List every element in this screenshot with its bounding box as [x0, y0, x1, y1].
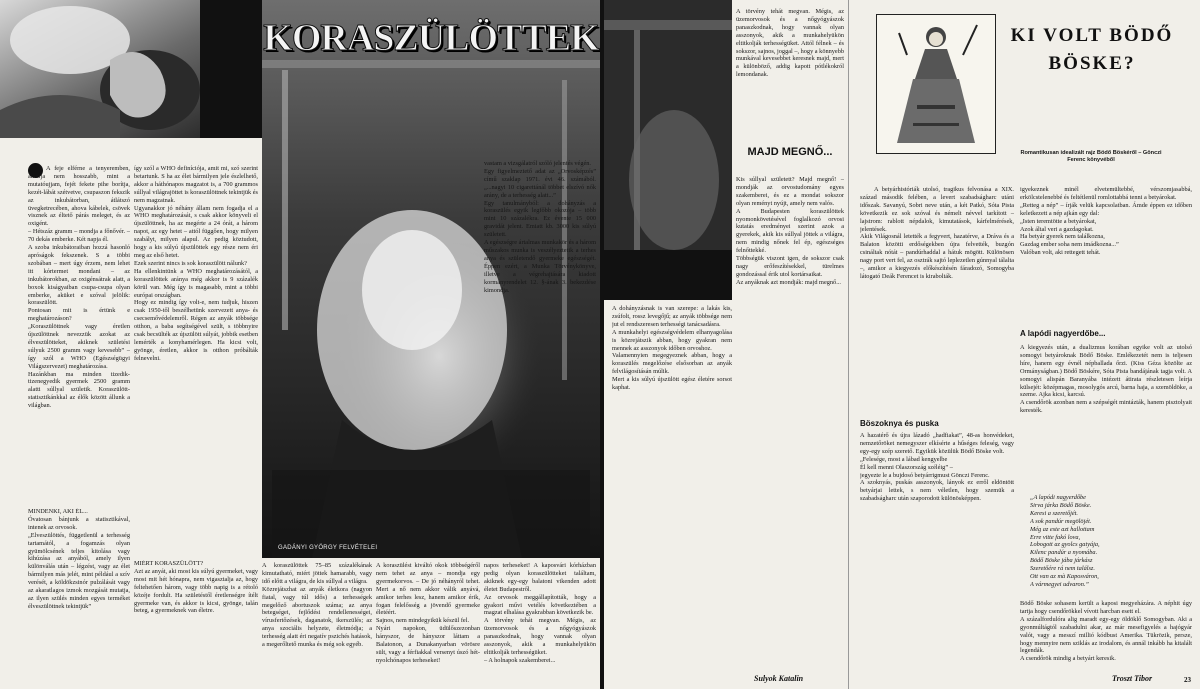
folk-ballad-poem: „A lapódi nagyerdőbe Sirva járka Bödő Böske. Keresi a szeretőjét. A sok pandúr megölöjét. Még az este azt hallottam Erre vitte fakó lova, Lobogott az gyolcs gatyája, Kilenc pandúr a nyomába. Bödő Böske jába járkász Szeretőére rá nem találsz. Ott van az mà Kaposváron, A vármegyei udvaron.”	[1030, 494, 1100, 588]
text-column-4: MIÉRT KORASZÜLÖTT? Azt az anyát, aki most kis súlyú gyermeket, vagy most mit hét hónapra, nem vigasztalja az, hogy feltehetően három, vagy több napig is a rétoló közéje fordult. Ha születéstől éretlenségre ítélt gyermeke van, és akkor is kicsi, gyönge, talán beteg, a gyermeknek van életre.	[134, 560, 258, 615]
section-heading-boszoknya: Böszoknya és puska	[860, 419, 939, 428]
text-column-1: A feje elférne a tenyeremben, alkarja nem hosszabb, mint a mutatóujjam, fejét fekete pihe borítja, kezét-lábát szétvetve, csupaszon fekszik az inkubátorban, átlátszó üvegketrecében, ahova kábelek, csövek visznek az éltető párás meleget, és az oxigént. – Hétszáz gramm – mondja a főnővér. – 70 dekás emberke. Két napja él. A szoba inkubátoraiban hozzá hasonló apróságok fekszenek. S a többi szobában – mert úgy érzem, nem lehet itt kórtermet mondani – az inkubátorokban, az oxigénsátrak alatt, a boxok kiságyaiban csupa-csupa olyan emberke, aküket e szóval jelölik: koraszülött. Pontosan mit is értünk e meghatározáson? „Koraszülöttnek vagy éretlen újszülöttnek nevezzük azokat az élveszülötteket, akiknek születési súlyuk 2500 gramm vagy kevesebb” – így szól a WHO (Egészségügyi Világszervezet) meghatározása. Hazánkban ma minden tizedik-tizenegyedik gyermek 2500 gramm alatti súllyal születik. Koraszülött-statisztikánkkal az élők között állunk a világban.	[28, 165, 130, 410]
text-column-6: A koraszülést kiváltó okok többségéről nem tehet az anya – mondja egy gyermekorvos. – De jó néhányról tehet. Mert a nő nem akkor válik anyává, amikor terhes lesz, hanem amikor érik, fogan felelősség a jövendő gyermeke életéért. Sajnos, nem mindegyikük készül fel. Nyári napokon, üdülőszezonban hányszor, de hányszor láttam a Balatonon, a Dunakanyarban vörösre sült, vagy a férfiakkal versenyt úszó hét-nyolchónapos terheseket!	[376, 562, 480, 664]
text-column-continued: A dohányzásnak is van szerepe: a lakás kis, zsúfolt, rossz levegőjű; az anyák többsége nem jut el rendszeresen terhességi tanácsadásra. A munkahelyi egészségvédelem elhanyagolása is közrejátszik abban, hogy gyakran nem mennek az asszonyok időben orvoshoz. Valamennyien megegyeznek abban, hogy a koraszülés megelőzése elsősorban az anyák felvilágosításán múlik. Mert a kis súlyú újszülött egész életére sorsot kaphat.	[612, 305, 732, 392]
illustration-box	[876, 14, 996, 154]
right-text-column-2b: A kiegyezés után, a dualizmus korában egyike volt az utolsó somogyi betyároknak Bödő Böske. Emlékezetét nem is teljesen híre, hanem egy évnél népballada őrzi. (Kiss Géza közölte az Ormányságban.) Bödő Böskére, Sóta Pista bandájának tagja volt. A somogyi alispán Baranyába intézett átirata részletesen leírja külsejét: középmagas, mosolygós arcú, barna haja, a szemöldöke, a szeme. Ajka kicsi, karcsú. A csendőrök azonban nem a szépségét mintázták, hanem pisztolyait keresték.	[1020, 344, 1192, 415]
text-column-right-top: A törvény tehát megvan. Mégis, az üzemorvosok és a nőgyógyászok panaszkodnak, hogy vannak olyan asszonyok, akik a munkahelyükön eltitkolják terhességüket. Attól félnek – és sokszor, sajnos, joggal –, hogy a könnyebb munkával kevesebbet keresnek majd, mert a különböző, addig kapott pótlékokról lemondanak.	[736, 8, 844, 79]
photo-hands-incubator	[0, 0, 262, 138]
right-page	[604, 0, 1200, 689]
text-column-2: így szól a WHO definíciója, amit mi, szó szerint betartunk. S ha az élet bármilyen jele észlelhető, akkor a háthónapos magzatot is, a 700 grammos súllyal világrajöttet is koraszülöttnek tekintjük és nem magzatnak. Ugyanakkor jó néhány állam nem fogadja el a WHO meghatározását, s csak akkor könyveli el újszülöttnek, ha az megérte a 24 órát, a három napot, az egy hetet – attól függően, hogy milyen szabályt, milyen alapul. Az pedig köztudott, hogy a kis súlyú újszülöttek egy része nem éri meg az első hetet. Ezek szerint nincs is sok koraszülött nálunk? Ha ellenkintünk a WHO meghatározásától, a koraszülöttek aránya még akkor is 9 százalék körül van. Még így is magasabb, mint a többi európai országban. Hogy ez mindig így volt-e, nem tudjuk, hiszen csak 1950-től beszélhetünk szervezett anya- és csecsemővédelemről. Régen az anyák többsége otthon, a baba segítségével szült, s többnyire csak becsülték az újszülött súlyát, jobbik esetben lemérték a konyhamérlegen. Ha kicsi volt, gyönge, éretlen, akkor is otthon próbálták felnevelni.	[134, 165, 258, 362]
text-column-5: A koraszülöttek 75–85 százalékának kimutatható, miért jöttek hamarabb, vagy idő előtt a világra, de kis súllyal a világra. Közrejátszhat az anyák életkora (nagyon fiatal, vagy túl idős) a terhességek megelőző abortuszok száma; az anya betegségei, fejlődési rendellenességei, vírusfertőzések, daganatok, ikerszülés; az anya szociális helyzete, életmódja; a terhesség alatt éri negatív pszichés hatások, a megerőltető munka és még sok egyéb.	[262, 562, 372, 649]
bodo-boske-illustration	[877, 15, 995, 153]
article-title: KORASZÜLÖTTEK	[263, 17, 599, 59]
right-text-column-1b: A hazatérő és újra lázadó „hadfiakat”, 48-as honvédeket, nemzetőröket nemegyszer elkísérte a hűséges feleség, vagy egy-egy szép szerető. Egyikük közülük Bödő Böske volt. „Felesége, most a lábad kengyelbe Él kell menni Olaszország széléig” – jegyezte le a bujdosó betyárrigmust Gönczi Ferenc. A szoknyás, puskás asszonyok, lányok ez erről eldöntött betyárjai lettek, s nem véletlen, hogy szemük a szabadságharc után szaporodott különösképpen.	[860, 432, 1014, 503]
photo-incubator-continued	[604, 0, 732, 300]
right-text-column-2c: Bödő Böske sohasem került a kaposi megyeházára. A néphit úgy tartja hogy csendőrökkel vívott harcban esett el. A százalfordulóra alig maradt egy-egy öldöklő Somogyban. Aki a gyonmúltágtól szabadulni akar, az már mesefigyelés a hajógyár valót, vagy a messzí millió kódbust Amerika. Tükrözik, persze, hogy mennyire nem sziklás az irodalom, és annál inkább ha kitalált legendák. A csendőrök mindig a betyárt keresik.	[1020, 600, 1192, 663]
illustration-caption: Romantikusan idealizált rajz Bödő Böskéről – Gönczi Ferenc könyvéből	[1020, 150, 1162, 163]
author-signature-right: Troszt Tibor	[1112, 674, 1153, 683]
article-divider	[848, 0, 849, 689]
right-text-column-1: A betyárhistóriák utolsó, tragikus felvonása a XIX. század második felében, a levert szabadságharc utáni időszak. Savanyú, Sobri neve után, a két Patkó, Sóta Pista következik ez sok szóval és némelt névvel tarkított – lajstrom: rablott népdalok, kimutatások, kárfelmérések, jelentések. Akik Világosnál letették a fegyvert, hazatérve, a Dráva és a Balaton közötti erdőségekben újra felvették, buzgón csináltak nótát – pandúrhaddal a hátuk mögött. Különösen nagy port vert fel, az osztrák sajtó leplezetlen gúnnyal tálalta –, amikor a kiegyezés előkészítésén fáradozó, Somogyba látogató Deák Ferencet is kirabolták.	[860, 186, 1014, 280]
right-text-column-2: igyekeznek minél elvetemültebbé, vérszomjasabbá, erkölcstelenebbé és feltétlenül romlottabbá tenni a betyárokat. „Retteg a nép” – írják velük kapcsolatban. Ámde éppen ez időben keletkezett a nép ajkán egy dal: „Isten teremtötte a betyárokat, Azok által veri a gazdagokat. Ha betyár gyerek nem találkozna, Gazdag ember soha nem imádkozna...” Valóban volt, aki rettegett tehát.	[1020, 186, 1192, 257]
text-column-7: vastam a vizsgálatról szóló jelentés végén. Egy figyelmeztető adat az „Orvosképzés” című szaklap 1971. évi 46. számából. „...nagyi 10 cigarettánál többet elszívó nők arány, de a terhesség alatt...” Egy tanulmányból: a dohányzás a koraszülés egyik legfőbb okozója – több mint 10 százalékra. Ez évente 15 000 gravidát jelent. Emiatt kb. 3000 kis súlyú született. A egészségre ártalmas munkakör és a három műszakos munka is veszélyeztetik a terhes anya és születendő gyermeke egészségét. Éppen ezért, a Munka Törvénykönyve, illetve a végrehajtására kiadott kormányrendelet 12. §-ának 3. bekezdése kimondja.	[484, 160, 596, 294]
page-number: 23	[1184, 676, 1191, 684]
text-column-8: napos terheseket! A kaposvári kórházban pedig olyan koraszülötteket találtam, akiknek egy-egy balatoni vikenden adott életet Budapestről. Az orvosok meggállapították, hogy a gyakori művi vetélés következtében a magzat elhalása gyakrabban következik be. A törvény tehát megvan. Mégis, az üzemorvosok és a nőgyógyászok panaszkodnak, hogy vannak olyan asszonyok, akik a munkahelyükön eltitkolják terhességüket. – A holnapok szakemberei...	[484, 562, 596, 664]
text-column-3: MINDENKI, AKI ÉL... Óvatosan bánjunk a statisztikával, intenek az orvosok. „Elveszülöttés, függetlenül a terhesség tartamától, a fogamzás olyan gyümölcsének teljes kitolása vagy kihúzása az anyából, amely ilyen különválás után – légzést, vagy az élet bármilyen más jelét, mint például a szív verését, a köldökzsinór pulzálását vagy az akaratlagos izmok mozgását mutatja, az ilyen szülés minden egyes terméket élveszülöttnek tekintjük”	[28, 508, 130, 610]
section-heading-majd-megno: MAJD MEGNŐ...	[747, 146, 833, 158]
right-article-title: KI VOLT BÖDŐ BÖSKE?	[1010, 25, 1174, 74]
photo-credit: GADÁNYI GYÖRGY FELVÉTELEI	[278, 545, 378, 551]
text-column-majd-megno: Kis súllyal született? Majd megnő! – mondják az orvostudomány egyes szakemberei, és ez a mondat sokszor olyan reményt nyújt, amely nem valós. A Budapesten koraszülöttek nyomonkövetésével foglalkozó orvosi kutatás eredményei szerint azok a gyerekek, akik kis súllyal jöttek a világra, nem mindig nőnek fel ép, egészséges felnőttekké. Többségük viszont igen, de sokszor csak nagy erőfeszítésekkel, türelmes gondozással érik utol kortársaikat. Az anyáknak azt mondják: majd megnő...	[736, 176, 844, 286]
author-signature-left: Sulyok Katalin	[754, 674, 804, 683]
section-heading-lapodi: A lapódi nagyerdőbe...	[1020, 329, 1106, 338]
